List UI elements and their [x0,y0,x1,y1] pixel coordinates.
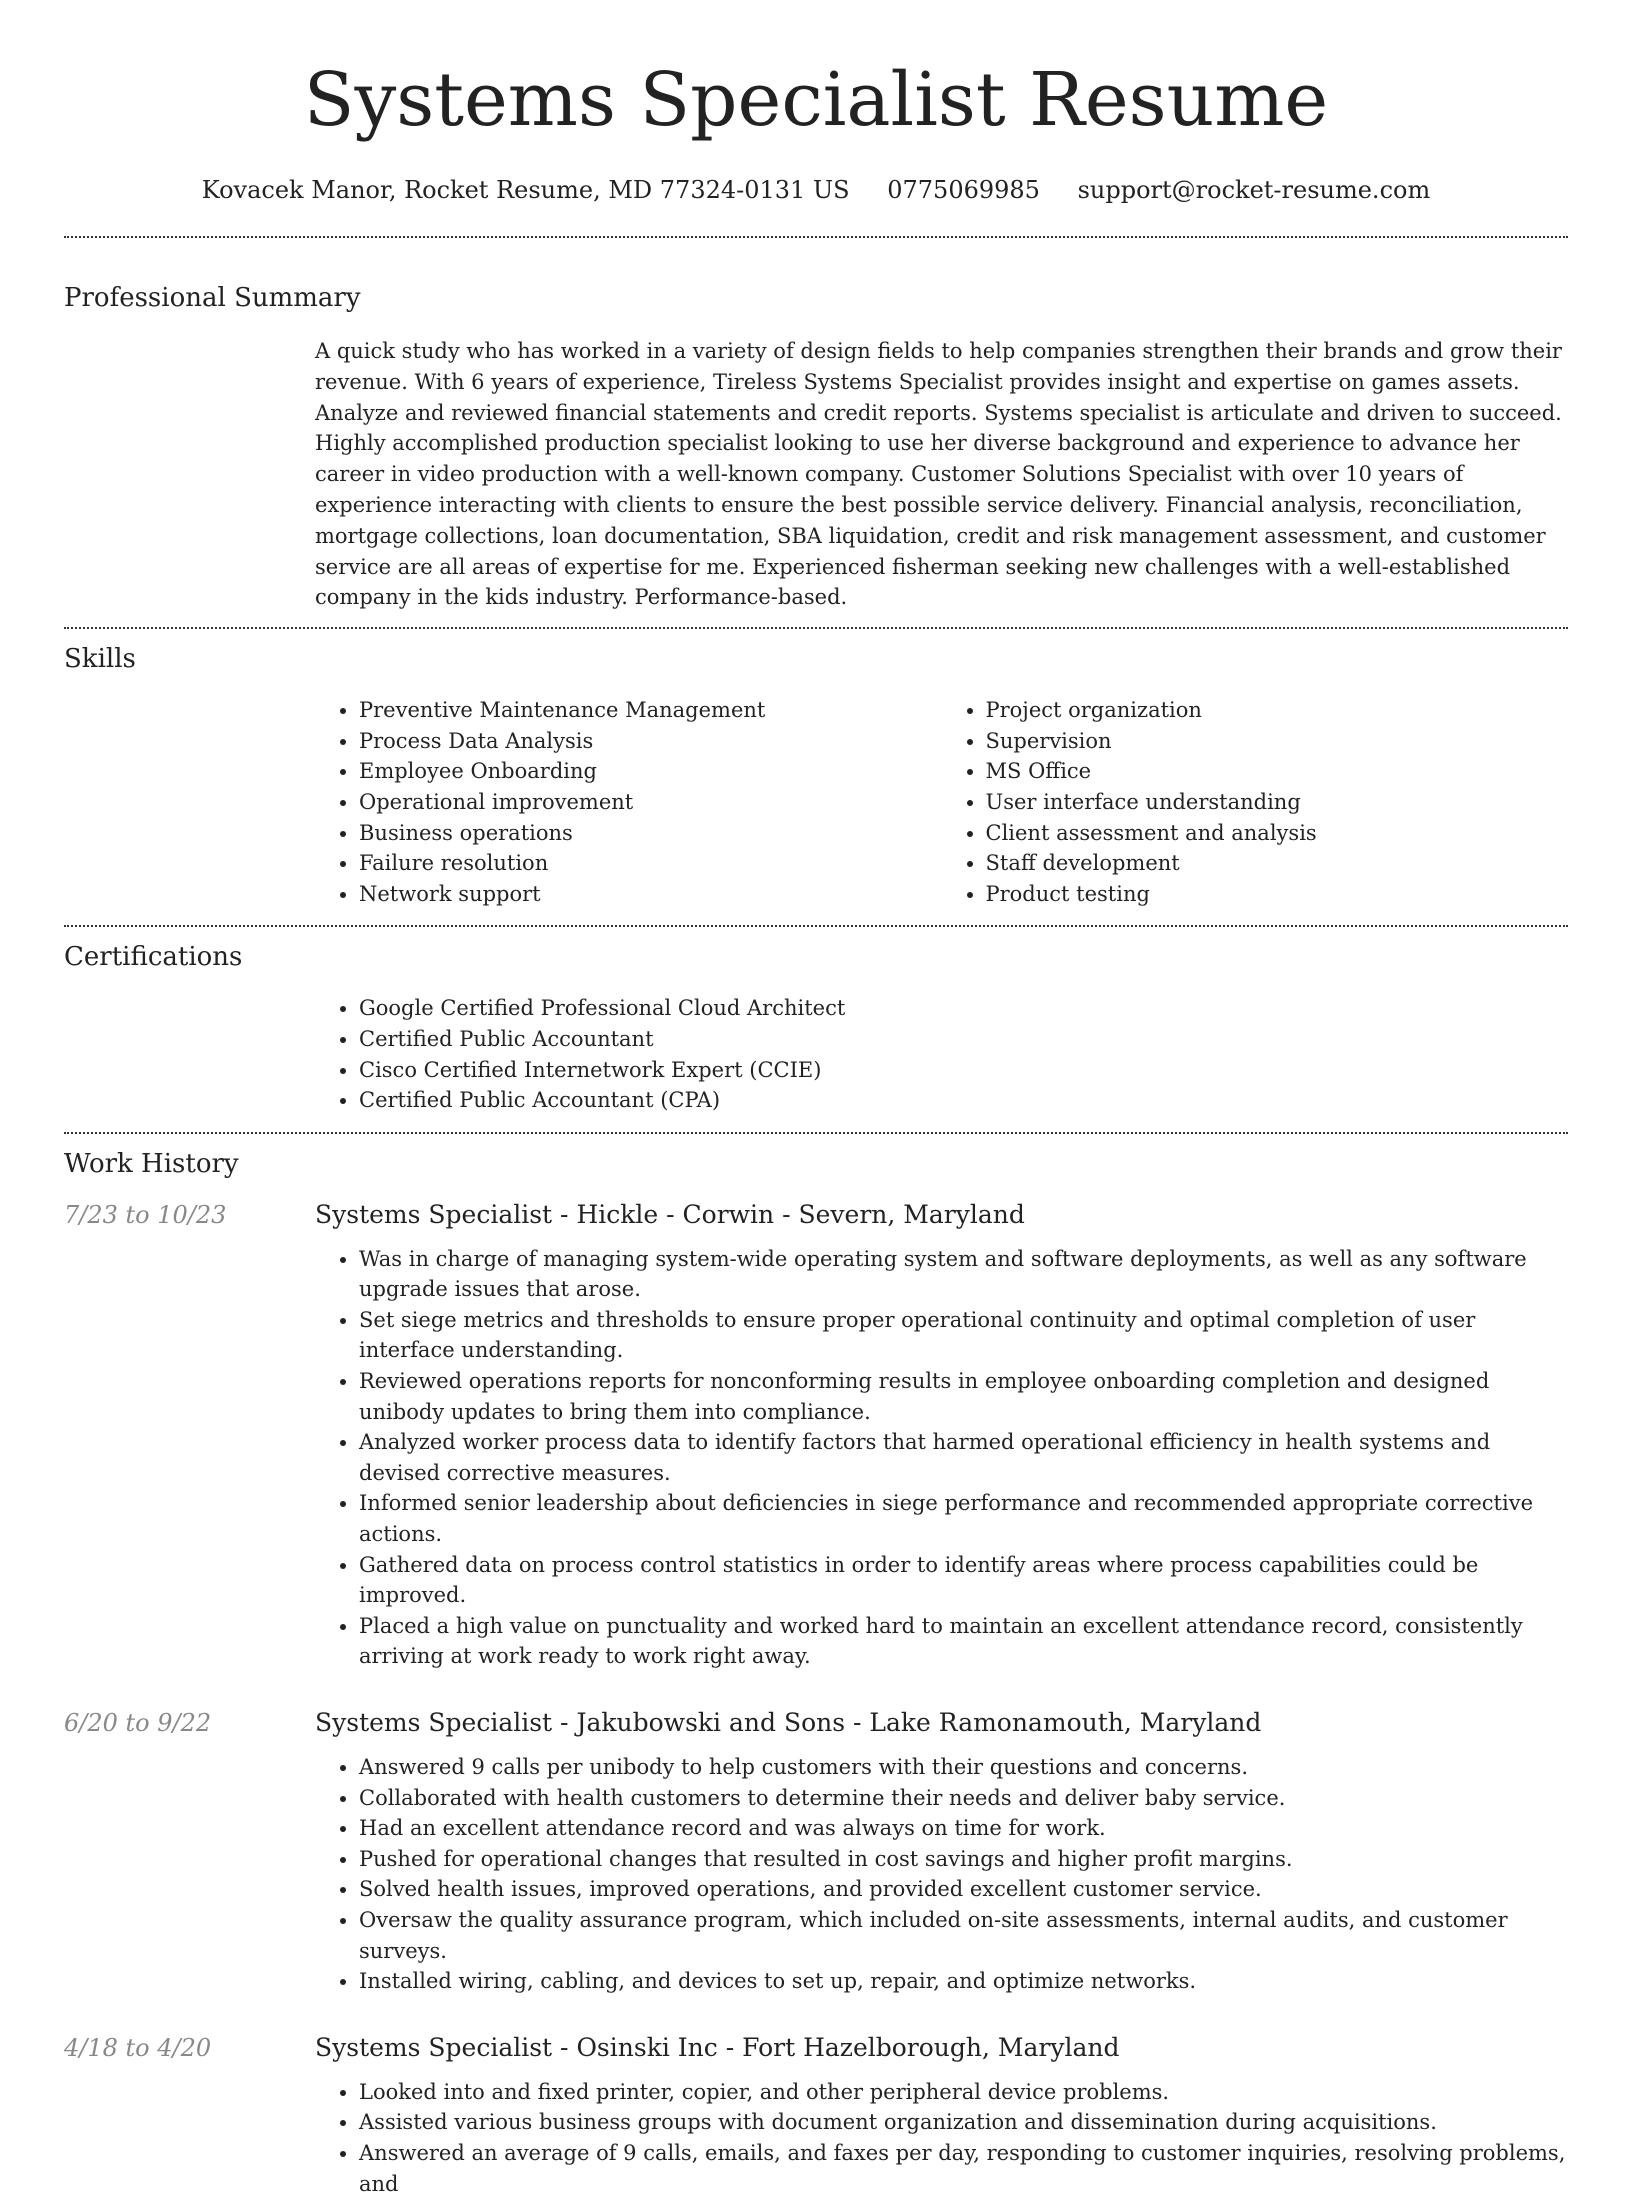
list-item: • Gathered data on process control statistics in order to identify areas where process capabilities could be improved. [359,1550,1568,1611]
job-detail [315,1706,1568,1997]
list-item: • Network support [359,879,942,910]
summary-heading: Professional Summary [64,283,361,313]
list-item: • Informed senior leadership about deficiencies in siege performance and recommended appropriate corrective actions. [359,1488,1568,1549]
list-item: • Certified Public Accountant (CPA) [359,1085,1568,1116]
job-title: Systems Specialist - Jakubowski and Sons - Lake Ramonamouth, Maryland [315,1708,1262,1738]
certifications-heading: Certifications [64,942,243,973]
resume-title: Systems Specialist Resume [303,57,1329,143]
job-bullets [315,1244,1568,1672]
list-item: • Google Certified Professional Cloud Architect [359,993,1568,1024]
summary-text: A quick study who has worked in a variety of design fields to help companies strengthen their brands and grow their revenue. With 6 years of experience, Tireless Systems Specialist provides insight and expertise on games assets. Analyze and reviewed financial statements and credit reports. Systems specialist is articulate and driven to succeed. Highly accomplished production specialist looking to use her diverse background and experience to advance her career in video production with a well-known company. Customer Solutions Specialist with over 10 years of experience interacting with clients to ensure the best possible service delivery. Financial analysis, reconciliation, mortgage collections, loan documentation, SBA liquidation, credit and risk management assessment, and customer service are all areas of expertise for me. Experienced fisherman seeking new challenges with a well-established company in the kids industry. Performance-based. [315,339,1562,610]
list-item: • Collaborated with health customers to determine their needs and deliver baby service. [359,1783,1568,1814]
list-item: • Cisco Certified Internetwork Expert (CCIE) [359,1055,1568,1086]
job-detail [315,1198,1568,1672]
job-bullets [315,2077,1568,2199]
list-item: • Project organization [986,695,1569,726]
skills-list-left [315,695,942,909]
list-item: • Process Data Analysis [359,726,942,757]
work-history-section [64,1134,1568,2199]
list-item: • Looked into and fixed printer, copier, and other peripheral device problems. [359,2077,1568,2108]
list-item: • Solved health issues, improved operations, and provided excellent customer service. [359,1874,1568,1905]
job-dates: 4/18 to 4/20 [64,2033,212,2062]
skills-list-right [942,695,1569,909]
job-title: Systems Specialist - Osinski Inc - Fort Hazelborough, Maryland [315,2032,1120,2062]
resume-header [64,0,1568,208]
contact-line [64,172,1568,208]
job-bullets [315,1752,1568,1997]
skills-heading: Skills [64,644,136,675]
list-item: • Staff development [986,848,1569,879]
contact-address: Kovacek Manor, Rocket Resume, MD 77324-0131 US [201,176,850,204]
list-item: • Answered an average of 9 calls, emails, and faxes per day, responding to customer inquiries, resolving problems, and [359,2138,1568,2199]
list-item: • Business operations [359,818,942,849]
job-entry [64,1706,1568,1997]
job-title: Systems Specialist - Hickle - Corwin - Severn, Maryland [315,1199,1025,1229]
list-item: • Reviewed operations reports for nonconforming results in employee onboarding completion and designed unibody updates to bring them into compliance. [359,1366,1568,1427]
job-dates: 6/20 to 9/22 [64,1709,212,1738]
job-entry [64,2031,1568,2199]
list-item: • Preventive Maintenance Management [359,695,942,726]
list-item: • Oversaw the quality assurance program, which included on-site assessments, internal audits, and customer surveys. [359,1905,1568,1966]
skills-section [64,629,1568,925]
list-item: • Was in charge of managing system-wide operating system and software deployments, as well as any software upgrade issues that arose. [359,1244,1568,1305]
list-item: • Analyzed worker process data to identify factors that harmed operational efficiency in health systems and devised corrective measures. [359,1427,1568,1488]
summary-section [64,238,1568,627]
list-item: • Employee Onboarding [359,756,942,787]
certifications-list [315,993,1568,1115]
job-detail [315,2031,1568,2199]
contact-email: support@rocket-resume.com [1077,176,1431,204]
list-item: • Placed a high value on punctuality and worked hard to maintain an excellent attendance record, consistently arriving at work ready to work right away. [359,1611,1568,1672]
list-item: • Client assessment and analysis [986,818,1569,849]
list-item: • Assisted various business groups with document organization and dissemination during acquisitions. [359,2107,1568,2138]
certifications-body [315,975,1568,1131]
list-item: • Set siege metrics and thresholds to ensure proper operational continuity and optimal completion of user interface understanding. [359,1305,1568,1366]
list-item: • MS Office [986,756,1569,787]
skills-columns [315,677,1568,925]
list-item: • Installed wiring, cabling, and devices to set up, repair, and optimize networks. [359,1966,1568,1997]
job-entry [64,1198,1568,1672]
certifications-section [64,927,1568,1131]
list-item: • Answered 9 calls per unibody to help customers with their questions and concerns. [359,1752,1568,1783]
list-item: • Failure resolution [359,848,942,879]
contact-phone: 0775069985 [887,176,1040,204]
list-item: • User interface understanding [986,787,1569,818]
list-item: • Operational improvement [359,787,942,818]
list-item: • Had an excellent attendance record and was always on time for work. [359,1813,1568,1844]
list-item: • Supervision [986,726,1569,757]
list-item: • Certified Public Accountant [359,1024,1568,1055]
list-item: • Product testing [986,879,1569,910]
list-item: • Pushed for operational changes that resulted in cost savings and higher profit margins. [359,1844,1568,1875]
work-history-heading: Work History [64,1148,239,1179]
job-dates: 7/23 to 10/23 [64,1200,227,1229]
